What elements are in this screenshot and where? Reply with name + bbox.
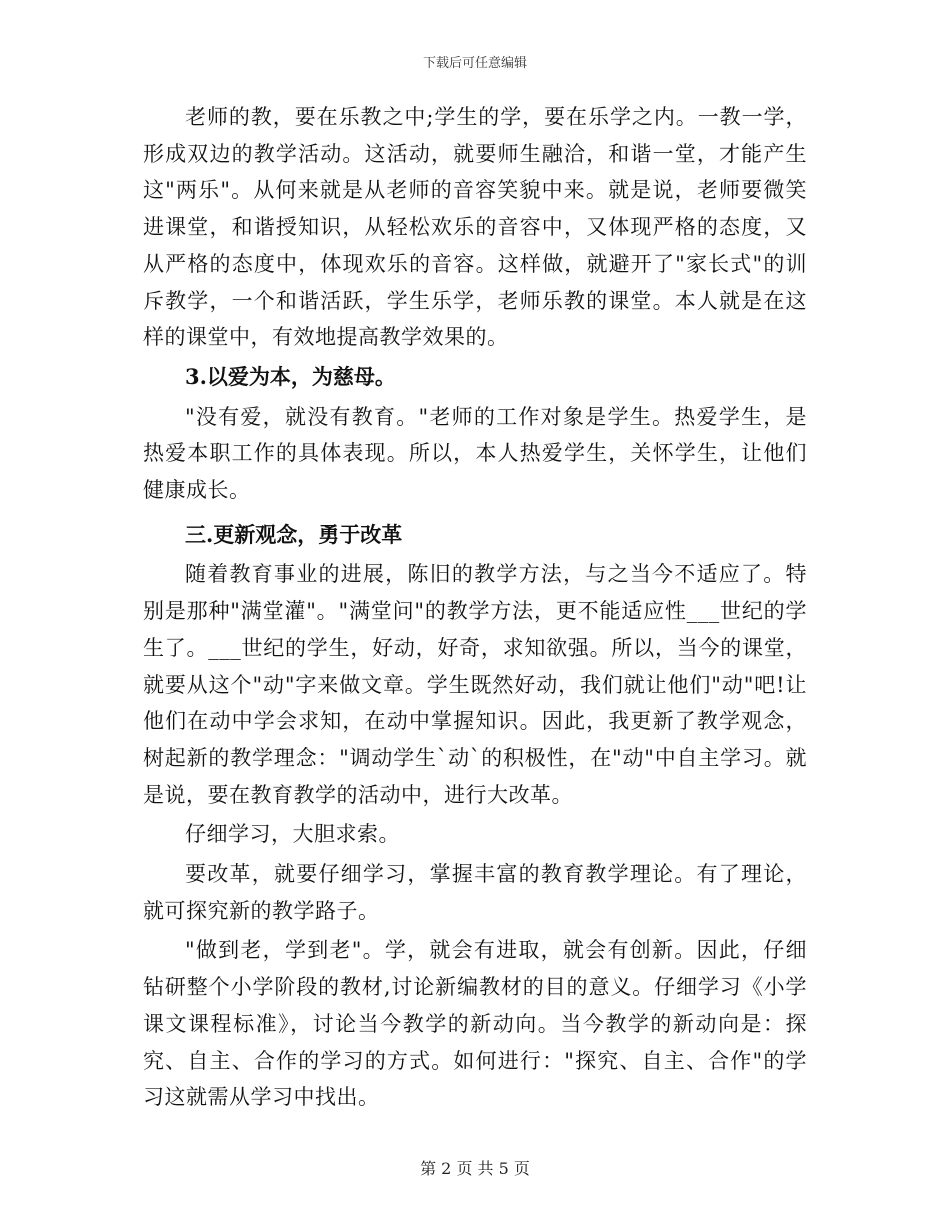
- section-heading-love: 3.以爱为本，为慈母。: [185, 363, 396, 389]
- paragraph-study-explore: 仔细学习，大胆求索。: [185, 822, 400, 847]
- paragraph-study-theory: 要改革，就要仔细学习，掌握丰富的教育教学理论。有了理论，就可探究新的教学路子。: [143, 862, 807, 923]
- paragraph-love-students: "没有爱，就没有教育。"老师的工作对象是学生。热爱学生，是热爱本职工作的具体表现。所以，本人热爱学生，关怀学生，让他们健康成长。: [143, 404, 807, 503]
- paragraph-lifelong-learning: "做到老，学到老"。学，就会有进取，就会有创新。因此，仔细钻研整个小学阶段的教材,讨论新编教材的目的意义。仔细学习《小学课文课程标准》，讨论当今教学的新动向。当今教学的新动向是：探究、自主、合作的学习的方式。如何进行："探究、自主、合作"的学习这就需从学习中找出。: [143, 938, 807, 1110]
- paragraph-joyful-teaching: 老师的教，要在乐教之中;学生的学，要在乐学之内。一教一学，形成双边的教学活动。这活动，就要师生融洽，和谐一堂，才能产生这"两乐"。从何来就是从老师的音容笑貌中来。就是说，老师要微笑进课堂，和谐授知识，从轻松欢乐的音容中，又体现严格的态度，又从严格的态度中，体现欢乐的音容。这样做，就避开了"家长式"的训斥教学，一个和谐活跃，学生乐学，老师乐教的课堂。本人就是在这样的课堂中，有效地提高教学效果的。: [143, 105, 807, 350]
- section-heading-reform: 三.更新观念，勇于改革: [185, 521, 403, 547]
- page-header: 下载后可任意编辑: [422, 56, 527, 71]
- paragraph-new-concepts: 随着教育事业的进展，陈旧的教学方法，与之当今不适应了。特别是那种"满堂灌"。"满堂问"的教学方法，更不能适应性___世纪的学生了。___世纪的学生，好动，好奇，求知欲强。所以，当今的课堂，就要从这个"动"字来做文章。学生既然好动，我们就让他们"动"吧!让他们在动中学会求知，在动中掌握知识。因此，我更新了教学观念，树起新的教学理念："调动学生`动`的积极性，在"动"中自主学习。就是说，要在教育教学的活动中，进行大改革。: [143, 562, 807, 807]
- document-body: [143, 99, 807, 1116]
- page-footer: 第 2 页 共 5 页: [420, 1159, 530, 1178]
